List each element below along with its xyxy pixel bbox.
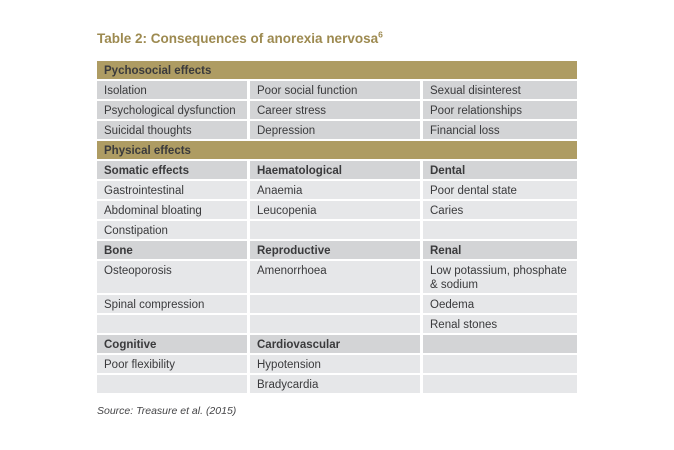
section-header-row [97,141,577,161]
table-row [97,121,577,141]
section-header-row [97,61,577,81]
table-cell: Low potassium, phosphate & sodium [423,261,577,295]
table-cell: Sexual disinterest [423,81,577,101]
table-cell: Financial loss [423,121,577,141]
table-cell: Dental [423,161,577,181]
table-cell: Renal stones [423,315,577,335]
table-cell: Cognitive [97,335,250,355]
table-cell: Isolation [97,81,250,101]
table-cell: Poor social function [250,81,423,101]
consequences-table [97,61,577,395]
table-cell: Oedema [423,295,577,315]
table-row [97,221,577,241]
table-cell: Suicidal thoughts [97,121,250,141]
document-page [97,30,577,418]
table-cell: Haematological [250,161,423,181]
table-cell: Psychological dysfunction [97,101,250,121]
table-cell: Hypotension [250,355,423,375]
table-cell [97,315,250,335]
table-row [97,261,577,295]
table-row [97,295,577,315]
table-cell: Caries [423,201,577,221]
table-cell: Amenorrhoea [250,261,423,295]
table-cell [423,375,577,395]
table-cell: Renal [423,241,577,261]
table-cell: Bone [97,241,250,261]
table-row [97,315,577,335]
table-row [97,201,577,221]
table-cell: Spinal compression [97,295,250,315]
table-cell: Bradycardia [250,375,423,395]
table-cell: Anaemia [250,181,423,201]
table-cell [423,355,577,375]
table-title-citation: 6 [378,29,383,40]
table-cell: Somatic effects [97,161,250,181]
table-row [97,181,577,201]
table-title-text: Table 2: Consequences of anorexia nervosa [97,31,379,46]
table-row [97,161,577,181]
consequences-table-body [97,61,577,395]
section-header-cell: Physical effects [97,141,577,161]
table-cell: Poor relationships [423,101,577,121]
table-cell: Osteoporosis [97,261,250,295]
table-row [97,335,577,355]
table-cell [97,375,250,395]
table-cell: Abdominal bloating [97,201,250,221]
table-row [97,355,577,375]
table-cell [250,315,423,335]
table-cell [250,295,423,315]
table-cell: Gastrointestinal [97,181,250,201]
table-cell: Reproductive [250,241,423,261]
section-header-cell: Pychosocial effects [97,61,577,81]
table-title [97,30,577,47]
table-row [97,375,577,395]
table-cell: Depression [250,121,423,141]
table-row [97,241,577,261]
table-cell [423,221,577,241]
table-row [97,101,577,121]
source-note: Source: Treasure et al. (2015) [97,405,237,417]
table-cell: Constipation [97,221,250,241]
table-row [97,81,577,101]
table-cell [250,221,423,241]
table-cell: Poor flexibility [97,355,250,375]
table-cell: Career stress [250,101,423,121]
table-cell: Leucopenia [250,201,423,221]
table-cell: Poor dental state [423,181,577,201]
table-cell: Cardiovascular [250,335,423,355]
table-cell [423,335,577,355]
